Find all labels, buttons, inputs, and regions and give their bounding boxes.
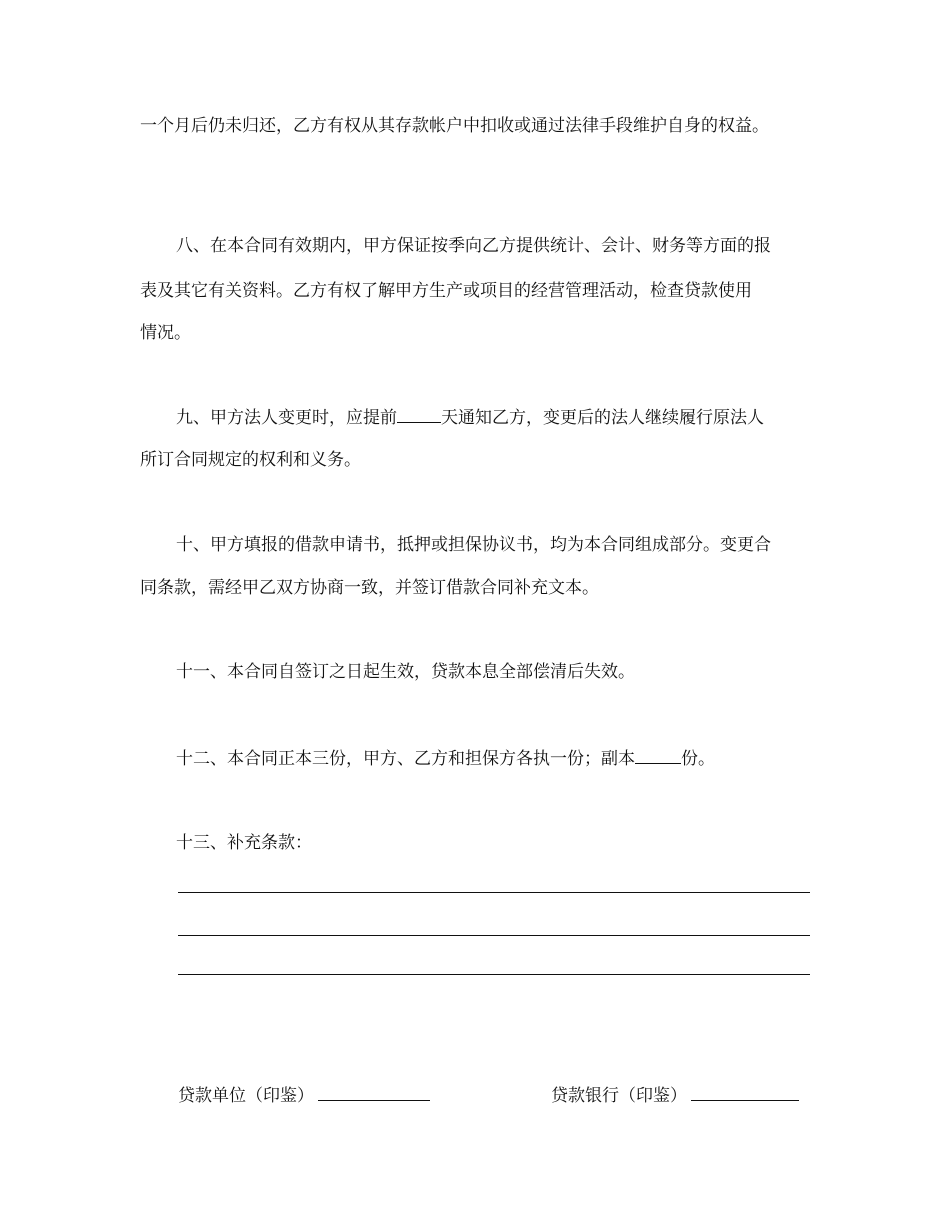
days-blank <box>397 407 441 423</box>
clause-8-line-3: 情况。 <box>140 323 191 343</box>
clause-7-tail: 一个月后仍未归还，乙方有权从其存款帐户中扣收或通过法律手段维护自身的权益。 <box>140 116 769 136</box>
clause-9-text-before: 九、甲方法人变更时，应提前 <box>176 408 397 428</box>
clause-8-line-1: 八、在本合同有效期内，甲方保证按季向乙方提供统计、会计、财务等方面的报 <box>176 236 771 256</box>
clause-13-heading: 十三、补充条款： <box>176 833 312 853</box>
clause-9-text-after: 天通知乙方，变更后的法人继续履行原法人 <box>441 408 764 428</box>
bank-signature-label: 贷款银行（印鉴） <box>551 1086 687 1106</box>
clause-12-text-after: 份。 <box>681 749 715 769</box>
borrower-signature <box>178 1085 430 1106</box>
bank-signature <box>551 1085 799 1106</box>
supplementary-line-3 <box>178 974 810 975</box>
bank-signature-blank <box>691 1085 799 1101</box>
clause-10-line-2: 同条款，需经甲乙双方协商一致，并签订借款合同补充文本。 <box>140 578 599 598</box>
copies-blank <box>635 748 681 764</box>
clause-9-line-2: 所订合同规定的权利和义务。 <box>140 450 361 470</box>
clause-12 <box>176 748 715 769</box>
supplementary-line-1 <box>178 892 810 893</box>
borrower-signature-blank <box>318 1085 430 1101</box>
clause-11: 十一、本合同自签订之日起生效，贷款本息全部偿清后失效。 <box>176 662 635 682</box>
supplementary-line-2 <box>178 935 810 936</box>
clause-8-line-2: 表及其它有关资料。乙方有权了解甲方生产或项目的经营管理活动，检查贷款使用 <box>140 281 752 301</box>
clause-9-line-1 <box>176 407 764 428</box>
borrower-signature-label: 贷款单位（印鉴） <box>178 1086 314 1106</box>
clause-10-line-1: 十、甲方填报的借款申请书，抵押或担保协议书，均为本合同组成部分。变更合 <box>176 535 771 555</box>
clause-12-text-before: 十二、本合同正本三份，甲方、乙方和担保方各执一份；副本 <box>176 749 635 769</box>
